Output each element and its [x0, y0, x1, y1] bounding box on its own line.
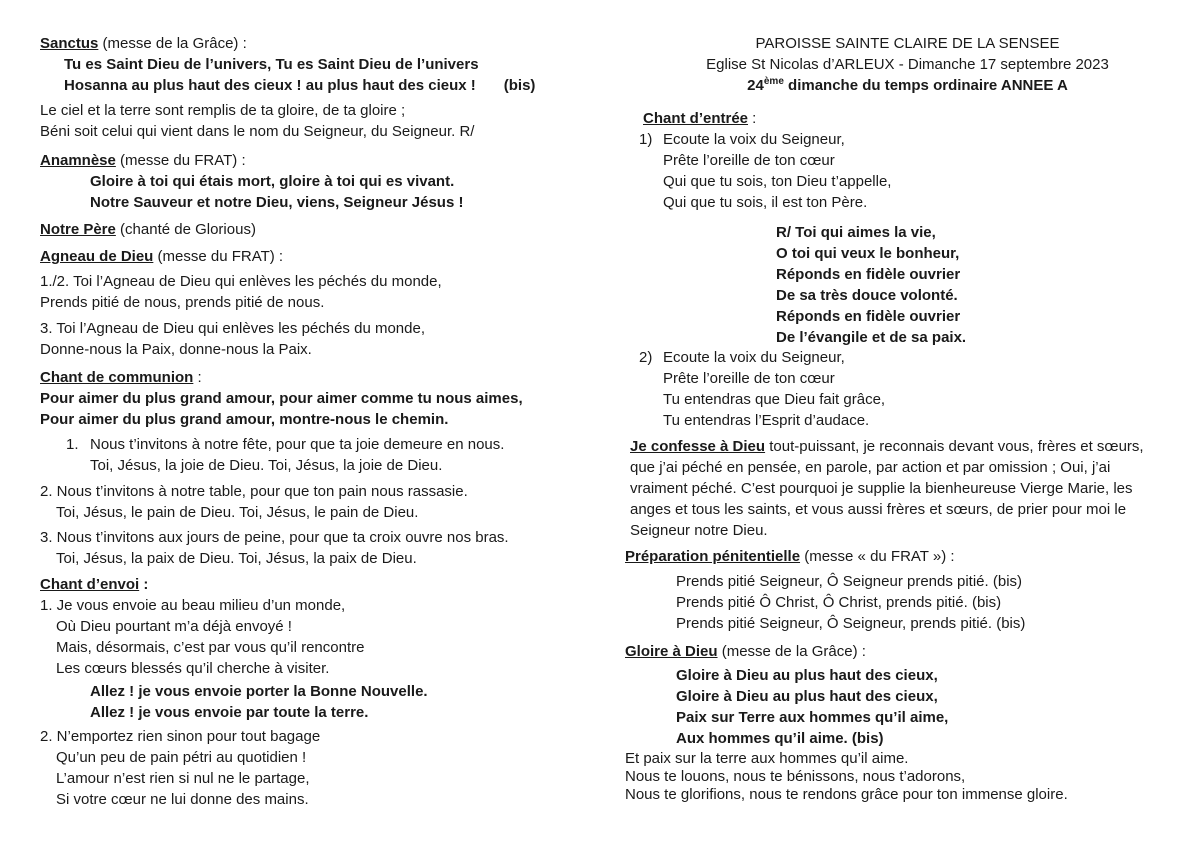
entree-verse-1-line-2: Prête l’oreille de ton cœur [663, 152, 835, 169]
entree-refrain-line-6: De l’évangile et de sa paix. [776, 329, 967, 346]
penitentielle-lines [625, 571, 1180, 634]
communion-refrain-line-1: Pour aimer du plus grand amour, pour aimer comme tu nous aimes, [40, 390, 523, 407]
communion-verse-1-line-2: Toi, Jésus, la joie de Dieu. Toi, Jésus, la joie de Dieu. [90, 457, 443, 474]
agneau-stanza-1-line-1: 1./2. Toi l’Agneau de Dieu qui enlèves les péchés du monde, [40, 273, 442, 290]
agneau-stanza-2 [40, 318, 600, 360]
envoi-refrain-line-1: Allez ! je vous envoie porter la Bonne Nouvelle. [90, 683, 428, 700]
agneau-stanza-1-line-2: Prends pitié de nous, prends pitié de nous. [40, 294, 325, 311]
sanctus-heading [40, 33, 600, 54]
confesse-line-3: vraiment péché. C’est pourquoi je supplie la bienheureuse Vierge Marie, les [630, 480, 1133, 497]
communion-verse-3 [40, 527, 600, 569]
penitentielle-subtitle: (messe « du FRAT ») : [800, 548, 955, 565]
gloire-verse-line-1: Et paix sur la terre aux hommes qu’il aime. [625, 750, 909, 767]
sanctus-verse-line-2: Béni soit celui qui vient dans le nom du Seigneur, du Seigneur. R/ [40, 123, 475, 140]
gloire-heading [625, 641, 1180, 662]
gloire-subtitle: (messe de la Grâce) : [717, 643, 866, 660]
penitentielle-line-1: Prends pitié Seigneur, Ô Seigneur prends pitié. (bis) [676, 573, 1023, 590]
envoi-verse-2-line-4: Si votre cœur ne lui donne des mains. [56, 791, 309, 808]
entree-verse-2-line-4: Tu entendras l’Esprit d’audace. [663, 412, 870, 429]
entree-refrain-line-1: R/ Toi qui aimes la vie, [776, 224, 936, 241]
entree-subtitle: : [748, 110, 757, 127]
envoi-verse-2-line-2: Qu’un peu de pain pétri au quotidien ! [56, 749, 307, 766]
parish-header [655, 33, 1160, 96]
liturgical-sunday [655, 75, 1160, 96]
entree-verse-2-line-3: Tu entendras que Dieu fait grâce, [663, 391, 886, 408]
anamnese-section [40, 150, 600, 213]
envoi-section [40, 574, 600, 679]
entree-verse-2-line-2: Prête l’oreille de ton cœur [663, 370, 835, 387]
communion-verse-2-line-2: Toi, Jésus, le pain de Dieu. Toi, Jésus, le pain de Dieu. [56, 504, 419, 521]
communion-verse-1-number: 1. [66, 436, 79, 453]
communion-verse-3-line-1: 3. Nous t’invitons aux jours de peine, pour que ta croix ouvre nos bras. [40, 529, 509, 546]
gloire-verse-line-2: Nous te louons, nous te bénissons, nous t’adorons, [625, 768, 966, 785]
entree-section [625, 108, 1180, 213]
agneau-section [40, 246, 600, 267]
agneau-stanza-1 [40, 271, 600, 313]
anamnese-heading [40, 150, 600, 171]
confesse-title: Je confesse à Dieu [630, 438, 766, 455]
anamnese-line-2: Notre Sauveur et notre Dieu, viens, Seigneur Jésus ! [90, 194, 464, 211]
gloire-refrain-line-4: Aux hommes qu’il aime. (bis) [676, 730, 884, 747]
sanctus-subtitle: (messe de la Grâce) : [98, 35, 247, 52]
entree-verse-1-text: Ecoute la voix du Seigneur, [663, 131, 845, 148]
notre-pere-title: Notre Père [40, 221, 116, 238]
entree-verse-1-line-4: Qui que tu sois, il est ton Père. [663, 194, 868, 211]
sunday-superscript: ème [763, 76, 784, 87]
sunday-number: 24 [747, 77, 764, 94]
entree-verse-1-number: 1) [639, 131, 653, 148]
agneau-heading [40, 246, 600, 267]
confesse-line-2: que j’ai péché en pensée, en parole, par action et par omission ; Oui, j’ai [630, 459, 1111, 476]
sanctus-bis: (bis) [503, 77, 536, 94]
entree-refrain-line-4: De sa très douce volonté. [776, 287, 958, 304]
entree-heading [625, 108, 1180, 129]
gloire-verse-line-3: Nous te glorifions, nous te rendons grâce pour ton immense gloire. [625, 786, 1068, 803]
notre-pere-subtitle: (chanté de Glorious) [115, 221, 256, 238]
sanctus-line-1: Tu es Saint Dieu de l’univers, Tu es Saint Dieu de l’univers [64, 56, 479, 73]
entree-title: Chant d’entrée [643, 110, 749, 127]
communion-verse-1-text: Nous t’invitons à notre fête, pour que ta joie demeure en nous. [90, 436, 505, 453]
sanctus-line-2 [40, 75, 600, 96]
gloire-title: Gloire à Dieu [625, 643, 718, 660]
communion-verse-3-line-2: Toi, Jésus, la paix de Dieu. Toi, Jésus, la paix de Dieu. [56, 550, 417, 567]
penitentielle-section [625, 546, 1180, 567]
entree-refrain [625, 222, 1180, 348]
entree-verse-2-text: Ecoute la voix du Seigneur, [663, 349, 845, 366]
envoi-verse-2 [40, 726, 600, 810]
communion-subtitle: : [193, 369, 202, 386]
gloire-verse [625, 750, 1180, 804]
envoi-verse-1-line-2: Où Dieu pourtant m’a déjà envoyé ! [56, 618, 292, 635]
entree-verse-2-number: 2) [639, 349, 653, 366]
confesse-line-5: Seigneur notre Dieu. [630, 522, 768, 539]
envoi-refrain-line-2: Allez ! je vous envoie par toute la terre. [90, 704, 369, 721]
sunday-label: dimanche du temps ordinaire ANNEE A [783, 77, 1068, 94]
anamnese-line-1: Gloire à toi qui étais mort, gloire à toi qui es vivant. [90, 173, 455, 190]
gloire-section [625, 641, 1180, 662]
confesse-line-1-text: tout-puissant, je reconnais devant vous, frères et sœurs, [765, 438, 1144, 455]
confesse-section [625, 436, 1180, 541]
entree-verse-1-line-1 [625, 129, 1180, 150]
gloire-refrain-line-1: Gloire à Dieu au plus haut des cieux, [676, 667, 938, 684]
envoi-verse-2-line-1: 2. N’emportez rien sinon pour tout bagage [40, 728, 321, 745]
church-date: Eglise St Nicolas d’ARLEUX - Dimanche 17 septembre 2023 [706, 56, 1109, 73]
penitentielle-line-2: Prends pitié Ô Christ, Ô Christ, prends pitié. (bis) [676, 594, 1002, 611]
communion-section [40, 367, 600, 430]
notre-pere-section [40, 219, 600, 240]
sanctus-line-2-text: Hosanna au plus haut des cieux ! au plus haut des cieux ! [64, 77, 476, 94]
agneau-subtitle: (messe du FRAT) : [153, 248, 284, 265]
anamnese-subtitle: (messe du FRAT) : [115, 152, 246, 169]
envoi-title: Chant d’envoi [40, 576, 140, 593]
anamnese-title: Anamnèse [40, 152, 116, 169]
gloire-refrain [625, 665, 1180, 749]
sanctus-title: Sanctus [40, 35, 99, 52]
envoi-verse-1-line-3: Mais, désormais, c’est par vous qu’il rencontre [56, 639, 365, 656]
sanctus-section [40, 33, 600, 96]
sanctus-verse [40, 100, 600, 142]
confesse-line-1 [625, 436, 1180, 457]
communion-verse-1 [40, 434, 600, 476]
entree-refrain-line-2: O toi qui veux le bonheur, [776, 245, 960, 262]
communion-title: Chant de communion [40, 369, 194, 386]
agneau-stanza-2-line-2: Donne-nous la Paix, donne-nous la Paix. [40, 341, 312, 358]
entree-refrain-line-5: Réponds en fidèle ouvrier [776, 308, 961, 325]
communion-verse-1-line-1 [40, 434, 600, 455]
entree-refrain-line-3: Réponds en fidèle ouvrier [776, 266, 961, 283]
envoi-verse-2-line-3: L’amour n’est rien si nul ne le partage, [56, 770, 310, 787]
notre-pere-heading [40, 219, 600, 240]
penitentielle-line-3: Prends pitié Seigneur, Ô Seigneur, prends pitié. (bis) [676, 615, 1026, 632]
gloire-refrain-line-2: Gloire à Dieu au plus haut des cieux, [676, 688, 938, 705]
envoi-refrain [40, 681, 600, 723]
entree-verse-2-line-1 [625, 347, 1180, 368]
penitentielle-title: Préparation pénitentielle [625, 548, 801, 565]
communion-heading [40, 367, 600, 388]
sanctus-verse-line-1: Le ciel et la terre sont remplis de ta gloire, de ta gloire ; [40, 102, 406, 119]
envoi-verse-1-line-4: Les cœurs blessés qu’il cherche à visiter. [56, 660, 330, 677]
communion-verse-2 [40, 481, 600, 523]
agneau-title: Agneau de Dieu [40, 248, 154, 265]
parish-name: PAROISSE SAINTE CLAIRE DE LA SENSEE [755, 35, 1060, 52]
envoi-heading [40, 574, 600, 595]
penitentielle-heading [625, 546, 1180, 567]
envoi-subtitle: : [139, 576, 149, 593]
communion-refrain-line-2: Pour aimer du plus grand amour, montre-nous le chemin. [40, 411, 449, 428]
confesse-line-4: anges et tous les saints, et vous aussi frères et sœurs, de prier pour moi le [630, 501, 1127, 518]
communion-verse-2-line-1: 2. Nous t’invitons à notre table, pour que ton pain nous rassasie. [40, 483, 468, 500]
agneau-stanza-2-line-1: 3. Toi l’Agneau de Dieu qui enlèves les péchés du monde, [40, 320, 425, 337]
envoi-verse-1-line-1: 1. Je vous envoie au beau milieu d’un monde, [40, 597, 346, 614]
entree-verse-1-line-3: Qui que tu sois, ton Dieu t’appelle, [663, 173, 892, 190]
entree-verse-2 [625, 347, 1180, 431]
gloire-refrain-line-3: Paix sur Terre aux hommes qu’il aime, [676, 709, 949, 726]
